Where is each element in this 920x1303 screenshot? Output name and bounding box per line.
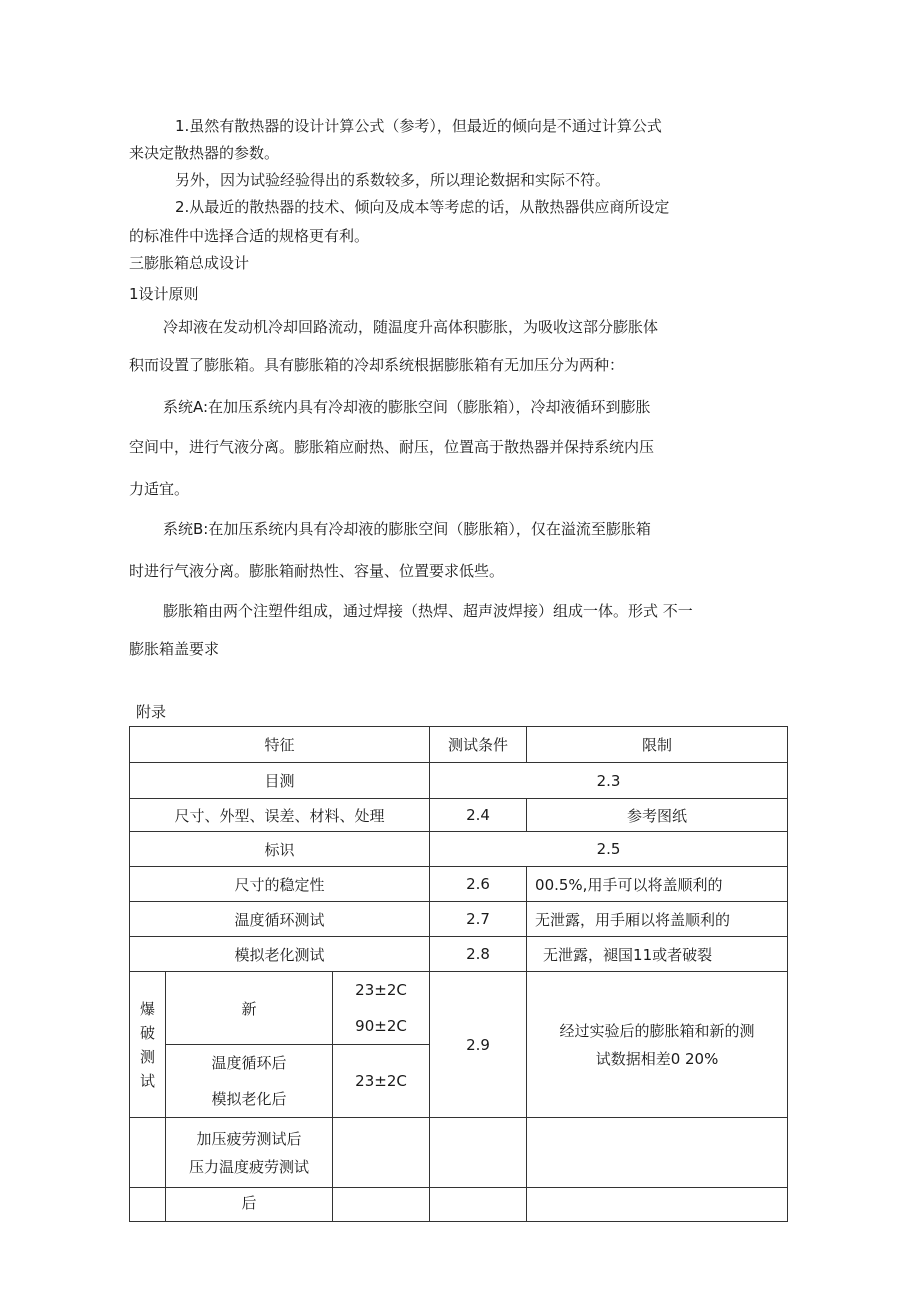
limit-cell: 00.5%,用手可以将盖顺利的 <box>527 867 788 902</box>
limit-cell: 无泄露，褪国11或者破裂 <box>527 937 788 972</box>
empty-cell <box>333 1188 430 1222</box>
empty-cell <box>527 1188 788 1222</box>
limit-cell: 无泄露，用手厢以将盖顺利的 <box>527 902 788 937</box>
paragraph-line: 时进行气液分离。膨胀箱耐热性、容量、位置要求低些。 <box>129 562 505 580</box>
burst-test-label <box>130 972 166 1118</box>
burst-label-char: 试 <box>139 1071 155 1090</box>
after-label: 温度循环后 <box>211 1054 287 1072</box>
burst-row-new <box>130 972 788 1045</box>
merged-cell: 2.5 <box>430 832 788 867</box>
paragraph-line: 来决定散热器的参数。 <box>129 144 280 162</box>
table-row <box>130 902 788 937</box>
paragraph-line: 冷却液在发动机冷却回路流动，随温度升高体积膨胀，为吸收这部分膨胀体 <box>163 318 659 336</box>
burst-limit-cell <box>527 972 788 1118</box>
condition-cell: 2.7 <box>430 902 527 937</box>
header-condition: 测试条件 <box>430 727 527 763</box>
burst-label-char: 测 <box>139 1047 155 1066</box>
feature-cell: 目测 <box>130 763 430 799</box>
temperature-value: 90±2C <box>355 1017 407 1035</box>
table-row <box>130 867 788 902</box>
condition-cell: 2.6 <box>430 867 527 902</box>
header-feature: 特征 <box>130 727 430 763</box>
limit-line: 经过实验后的膨胀箱和新的测 <box>559 1021 755 1040</box>
table-row <box>130 763 788 799</box>
section-heading: 三膨胀箱总成设计 <box>129 254 250 272</box>
paragraph-line: 力适宜。 <box>129 480 190 498</box>
fatigue-row <box>130 1118 788 1188</box>
paragraph-line: 系统A:在加压系统内具有冷却液的膨胀空间（膨胀箱），冷却液循环到膨胀 <box>163 398 651 416</box>
appendix-caption: 附录 <box>136 703 167 721</box>
after-label: 模拟老化后 <box>211 1090 287 1108</box>
empty-cell <box>130 1188 166 1222</box>
limit-cell: 参考图纸 <box>527 799 788 832</box>
burst-new-temps <box>333 972 430 1045</box>
burst-label-char: 爆 <box>139 999 155 1018</box>
condition-cell: 2.8 <box>430 937 527 972</box>
empty-cell <box>527 1118 788 1188</box>
paragraph-line: 系统B:在加压系统内具有冷却液的膨胀空间（膨胀箱），仅在溢流至膨胀箱 <box>163 520 651 538</box>
burst-after-labels <box>166 1045 333 1118</box>
table-row <box>130 799 788 832</box>
subsection-heading: 1设计原则 <box>129 285 199 303</box>
paragraph-line: 的标准件中选择合适的规格更有利。 <box>129 227 370 245</box>
condition-cell: 2.4 <box>430 799 527 832</box>
empty-cell <box>333 1118 430 1188</box>
feature-cell: 尺寸、外型、误差、材料、处理 <box>130 799 430 832</box>
empty-cell <box>430 1118 527 1188</box>
paragraph-line: 膨胀箱由两个注塑件组成，通过焊接（热焊、超声波焊接）组成一体。形式 不一 <box>163 602 693 620</box>
header-limit: 限制 <box>527 727 788 763</box>
temperature-value: 23±2C <box>355 981 407 999</box>
empty-cell <box>430 1188 527 1222</box>
paragraph-line: 另外，因为试验经验得出的系数较多，所以理论数据和实际不符。 <box>175 171 611 189</box>
limit-line: 试数据相差0 20% <box>595 1049 719 1068</box>
table-header-row <box>130 727 788 763</box>
feature-cell: 温度循环测试 <box>130 902 430 937</box>
merged-cell: 2.3 <box>430 763 788 799</box>
feature-cell: 标识 <box>130 832 430 867</box>
feature-cell: 尺寸的稳定性 <box>130 867 430 902</box>
paragraph-line: 2.从最近的散热器的技术、倾向及成本等考虑的话，从散热器供应商所设定 <box>175 198 670 216</box>
burst-new-label: 新 <box>166 972 333 1045</box>
burst-condition-cell: 2.9 <box>430 972 527 1118</box>
appendix-table <box>129 726 788 1222</box>
burst-label-char: 破 <box>139 1023 155 1042</box>
table-row <box>130 832 788 867</box>
feature-cell: 模拟老化测试 <box>130 937 430 972</box>
paragraph-line: 积而设置了膨胀箱。具有膨胀箱的冷却系统根据膨胀箱有无加压分为两种： <box>129 356 625 374</box>
empty-cell <box>130 1118 166 1188</box>
burst-after-temp: 23±2C <box>333 1045 430 1118</box>
after-text: 后 <box>166 1188 333 1222</box>
paragraph-line: 膨胀箱盖要求 <box>129 640 220 658</box>
table-row <box>130 937 788 972</box>
fatigue-label: 加压疲劳测试后 <box>196 1129 302 1148</box>
fatigue-labels <box>166 1118 333 1188</box>
paragraph-line: 空间中，进行气液分离。膨胀箱应耐热、耐压，位置高于散热器并保持系统内压 <box>129 438 655 456</box>
after-row <box>130 1188 788 1222</box>
fatigue-label: 压力温度疲劳测试 <box>188 1157 309 1176</box>
paragraph-line: 1.虽然有散热器的设计计算公式（参考），但最近的倾向是不通过计算公式 <box>175 117 662 135</box>
